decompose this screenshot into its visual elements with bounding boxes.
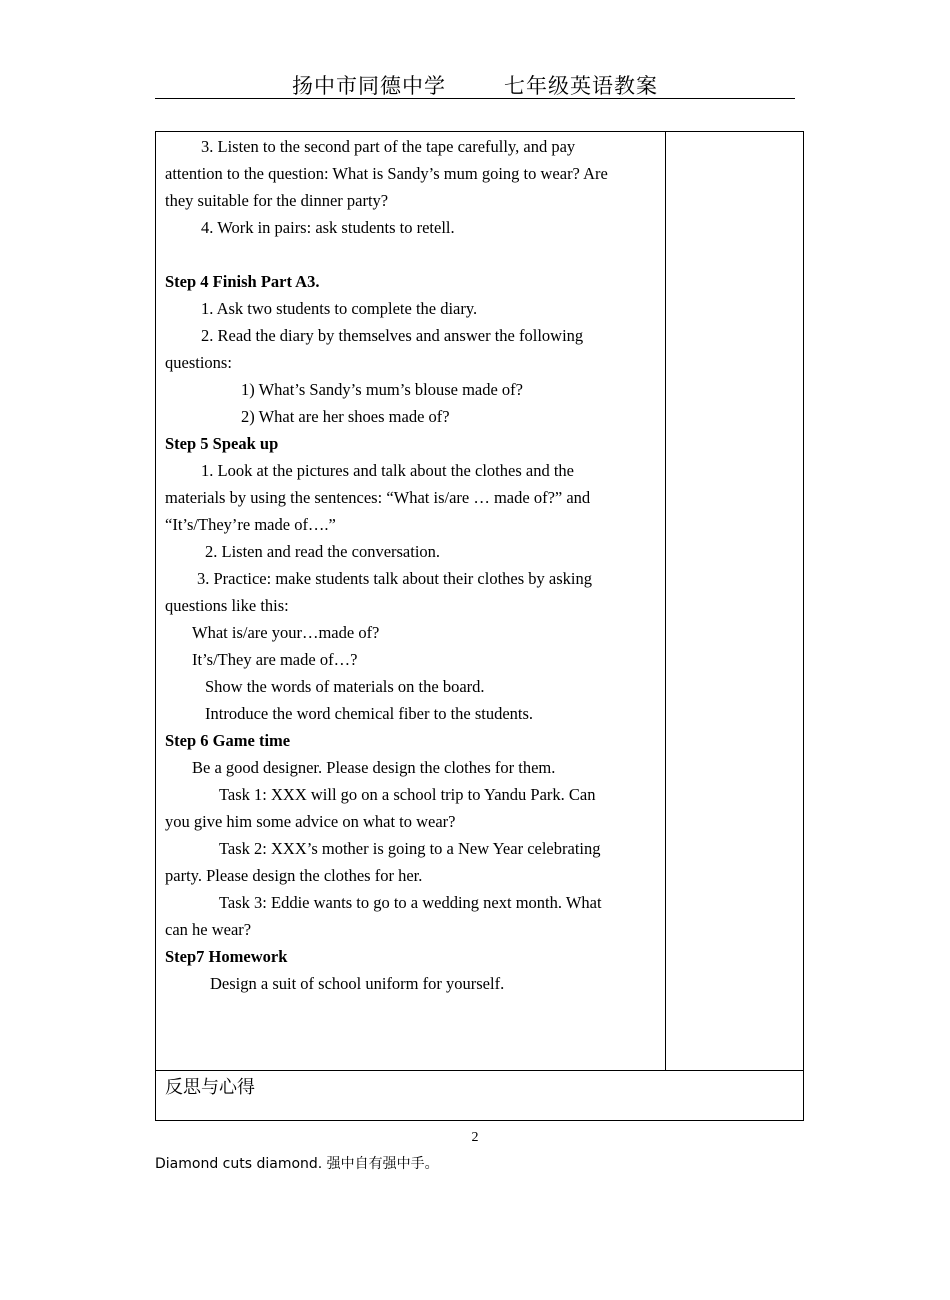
page-number: 2: [471, 1130, 479, 1145]
lesson-line: It’s/They are made of…?: [192, 650, 358, 669]
lesson-line: What is/are your…made of?: [192, 623, 380, 642]
lesson-line: [165, 241, 657, 268]
lesson-line: 3. Practice: make students talk about their clothes by asking: [197, 569, 592, 588]
lesson-line: 2. Listen and read the conversation.: [205, 542, 441, 561]
step-heading: Step 5 Speak up: [165, 434, 279, 453]
lesson-plan-table: [155, 131, 804, 1121]
lesson-line: you give him some advice on what to wear?: [165, 812, 456, 831]
lesson-line: 2. Read the diary by themselves and answer the following: [201, 326, 584, 345]
reflection-row: [156, 1070, 803, 1121]
notes-cell: [666, 132, 804, 1070]
lesson-content-cell: [156, 132, 666, 1070]
lesson-line: attention to the question: What is Sandy’s mum going to wear? Are: [165, 164, 608, 183]
lesson-line: 1. Look at the pictures and talk about the clothes and the: [201, 461, 574, 480]
lesson-line: Task 1: XXX will go on a school trip to Yandu Park. Can: [219, 785, 596, 804]
lesson-line: 4. Work in pairs: ask students to retell.: [201, 218, 455, 237]
school-name: 扬中市同德中学: [292, 74, 446, 98]
lesson-line: 1. Ask two students to complete the diary.: [201, 299, 478, 318]
lesson-line: 2) What are her shoes made of?: [241, 407, 450, 426]
lesson-line: Task 3: Eddie wants to go to a wedding next month. What: [219, 893, 602, 912]
lesson-line: Introduce the word chemical fiber to the students.: [205, 704, 534, 723]
lesson-line: party. Please design the clothes for her.: [165, 866, 423, 885]
lesson-line: questions:: [165, 353, 232, 372]
reflection-label: 反思与心得: [165, 1077, 255, 1098]
document-title: 七年级英语教案: [504, 74, 658, 98]
lesson-content: [165, 133, 657, 997]
lesson-line: questions like this:: [165, 596, 289, 615]
lesson-line: they suitable for the dinner party?: [165, 191, 389, 210]
lesson-line: 1) What’s Sandy’s mum’s blouse made of?: [241, 380, 523, 399]
lesson-line: “It’s/They’re made of….”: [165, 515, 336, 534]
lesson-line: Be a good designer. Please design the clothes for them.: [192, 758, 556, 777]
step-heading: Step 6 Game time: [165, 731, 291, 750]
lesson-line: can he wear?: [165, 920, 252, 939]
lesson-line: 3. Listen to the second part of the tape carefully, and pay: [201, 137, 576, 156]
lesson-line: materials by using the sentences: “What is/are … made of?” and: [165, 488, 591, 507]
step-heading: Step 4 Finish Part A3.: [165, 272, 320, 291]
page-header: [155, 70, 795, 99]
lesson-line: Design a suit of school uniform for yourself.: [210, 974, 505, 993]
lesson-line: Task 2: XXX’s mother is going to a New Year celebrating: [219, 839, 601, 858]
step-heading: Step7 Homework: [165, 947, 288, 966]
lesson-line: Show the words of materials on the board.: [205, 677, 485, 696]
footer-proverb: Diamond cuts diamond. 强中自有强中手。: [155, 1156, 439, 1172]
